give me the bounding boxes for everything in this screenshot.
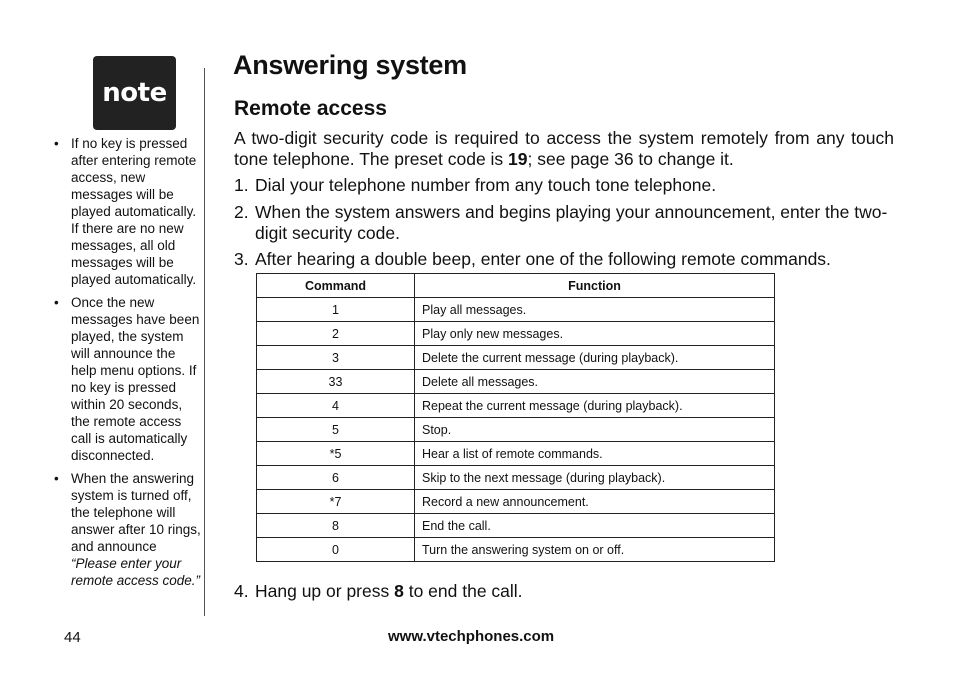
side-note-3: [52, 470, 202, 589]
step-4-text: [234, 581, 898, 602]
command-cell: *7: [257, 490, 415, 514]
note-label: note: [102, 78, 167, 108]
section-title: Remote access: [234, 97, 387, 120]
step-2: [234, 202, 898, 244]
function-cell: Turn the answering system on or off.: [415, 538, 775, 562]
table-row: [257, 346, 775, 370]
side-note-1: [52, 135, 202, 288]
side-note-3-quote: “Please enter your remote access code.”: [71, 556, 201, 588]
command-cell: 8: [257, 514, 415, 538]
table-row: [257, 394, 775, 418]
header-command: Command: [257, 274, 415, 298]
command-cell: 33: [257, 370, 415, 394]
page-title: Answering system: [233, 50, 467, 80]
function-cell: Repeat the current message (during playback).: [415, 394, 775, 418]
step-2-number: 2.: [234, 202, 249, 222]
step-1-number: 1.: [234, 175, 249, 195]
step-2-text: When the system answers and begins playing your announcement, enter the two-digit security code.: [255, 202, 888, 243]
command-cell: 1: [257, 298, 415, 322]
function-cell: Record a new announcement.: [415, 490, 775, 514]
step-3: [234, 249, 898, 270]
function-cell: Play all messages.: [415, 298, 775, 322]
website-url: www.vtechphones.com: [388, 628, 555, 645]
table-row: [257, 490, 775, 514]
command-cell: 6: [257, 466, 415, 490]
note-badge: [93, 56, 176, 130]
table-row: [257, 442, 775, 466]
function-cell: Delete the current message (during playback).: [415, 346, 775, 370]
intro-text-before: A two-digit security code is required to access the system remotely from any touch tone telephone. The preset code is: [234, 128, 894, 169]
table-header-row: [257, 274, 775, 298]
header-function: Function: [415, 274, 775, 298]
step-4-number: 4.: [234, 581, 249, 601]
table-row: [257, 466, 775, 490]
command-cell: 4: [257, 394, 415, 418]
command-cell: *5: [257, 442, 415, 466]
remote-commands-table: [256, 273, 775, 562]
side-notes: [52, 135, 202, 595]
preset-code: 19: [508, 149, 528, 169]
table-row: [257, 418, 775, 442]
side-note-3-text: When the answering system is turned off, the telephone will answer after 10 rings, and announce: [71, 471, 201, 554]
side-note-1-text: If no key is pressed after entering remote access, new messages will be played automatically. If there are no new messages, all old messages will be played automatically.: [71, 136, 197, 287]
side-note-2: [52, 294, 202, 464]
table-row: [257, 298, 775, 322]
step-3-text: After hearing a double beep, enter one of the following remote commands.: [255, 249, 831, 269]
intro-paragraph: [234, 128, 894, 170]
function-cell: Play only new messages.: [415, 322, 775, 346]
command-cell: 0: [257, 538, 415, 562]
function-cell: Delete all messages.: [415, 370, 775, 394]
side-note-2-text: Once the new messages have been played, the system will announce the help menu options. If no key is pressed within 20 seconds, the remote access call is automatically disconnected.: [71, 295, 200, 463]
table-row: [257, 370, 775, 394]
step-4-text-after: to end the call.: [403, 581, 523, 601]
step-4: [234, 581, 898, 602]
column-divider: [204, 68, 205, 616]
step-1: [234, 175, 898, 196]
step-4-text-before: Hang up or press: [255, 581, 395, 601]
function-cell: Hear a list of remote commands.: [415, 442, 775, 466]
command-cell: 2: [257, 322, 415, 346]
table-row: [257, 538, 775, 562]
page-number: 44: [64, 629, 81, 646]
step-3-number: 3.: [234, 249, 249, 269]
intro-text-after: ; see page 36 to change it.: [527, 149, 734, 169]
command-cell: 3: [257, 346, 415, 370]
table-row: [257, 322, 775, 346]
function-cell: Stop.: [415, 418, 775, 442]
end-call-key: 8: [394, 581, 404, 601]
step-1-text: Dial your telephone number from any touch tone telephone.: [255, 175, 717, 195]
command-cell: 5: [257, 418, 415, 442]
function-cell: Skip to the next message (during playback).: [415, 466, 775, 490]
table-row: [257, 514, 775, 538]
function-cell: End the call.: [415, 514, 775, 538]
